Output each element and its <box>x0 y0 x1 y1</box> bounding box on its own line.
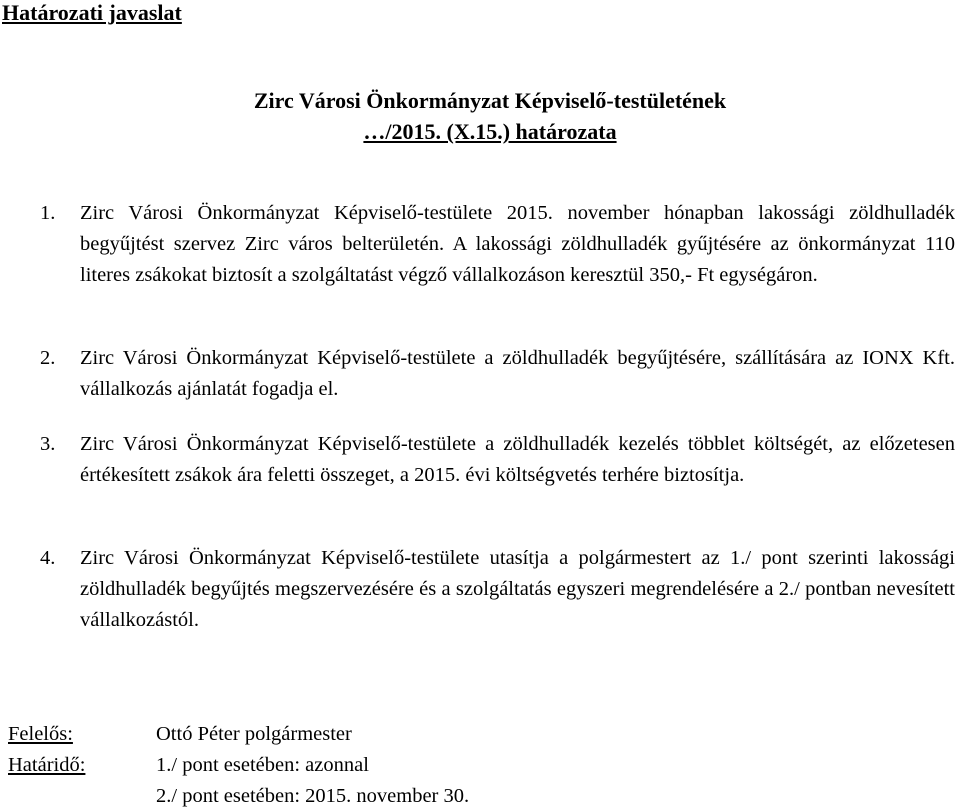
deadline-value-2: 2./ pont esetében: 2015. november 30. <box>156 785 470 807</box>
deadline-value-1: 1./ pont esetében: azonnal <box>156 754 369 776</box>
item-number: 1. <box>40 202 56 224</box>
item-number: 2. <box>40 347 56 369</box>
resolution-title: Zirc Városi Önkormányzat Képviselő-testületének <box>253 88 727 113</box>
resolution-item-4 <box>40 543 955 636</box>
deadline-row <box>8 750 608 781</box>
deadline-label: Határidő: <box>8 754 86 776</box>
resolution-item-3 <box>40 429 955 491</box>
item-number: 4. <box>40 547 56 569</box>
item-text: Zirc Városi Önkormányzat Képviselő-testülete utasítja a polgármestert az 1./ pont szerinti lakossági zöldhulladék begyűjtés megszervezésére és a szolgáltatás egyszeri megrendelésére a 2./ pontban nevesített vállalkozástól. <box>80 547 955 631</box>
item-text: Zirc Városi Önkormányzat Képviselő-testülete a zöldhulladék kezelés többlet költségét, az előzetesen értékesített zsákok ára feletti összeget, a 2015. évi költségvetés terhére biztosítja. <box>80 433 955 486</box>
responsible-label: Felelős: <box>8 723 73 745</box>
responsible-row <box>8 719 608 750</box>
resolution-item-2 <box>40 343 955 405</box>
document-heading: Határozati javaslat <box>2 0 182 25</box>
resolution-item-1 <box>40 198 955 291</box>
item-number: 3. <box>40 433 56 455</box>
responsible-value: Ottó Péter polgármester <box>156 723 352 745</box>
item-text: Zirc Városi Önkormányzat Képviselő-testülete a zöldhulladék begyűjtésére, szállítására az IONX Kft. vállalkozás ajánlatát fogadja el. <box>80 347 955 400</box>
deadline-row-2 <box>8 781 608 812</box>
item-text: Zirc Városi Önkormányzat Képviselő-testülete 2015. november hónapban lakossági zöldhulladék begyűjtést szervez Zirc város belterületén. A lakossági zöldhulladék gyűjtésére az önkormányzat 110 literes zsákokat biztosít a szolgáltatást végző vállalkozáson keresztül 350,- Ft egységáron. <box>80 202 955 286</box>
resolution-number: …/2015. (X.15.) határozata <box>363 119 617 144</box>
